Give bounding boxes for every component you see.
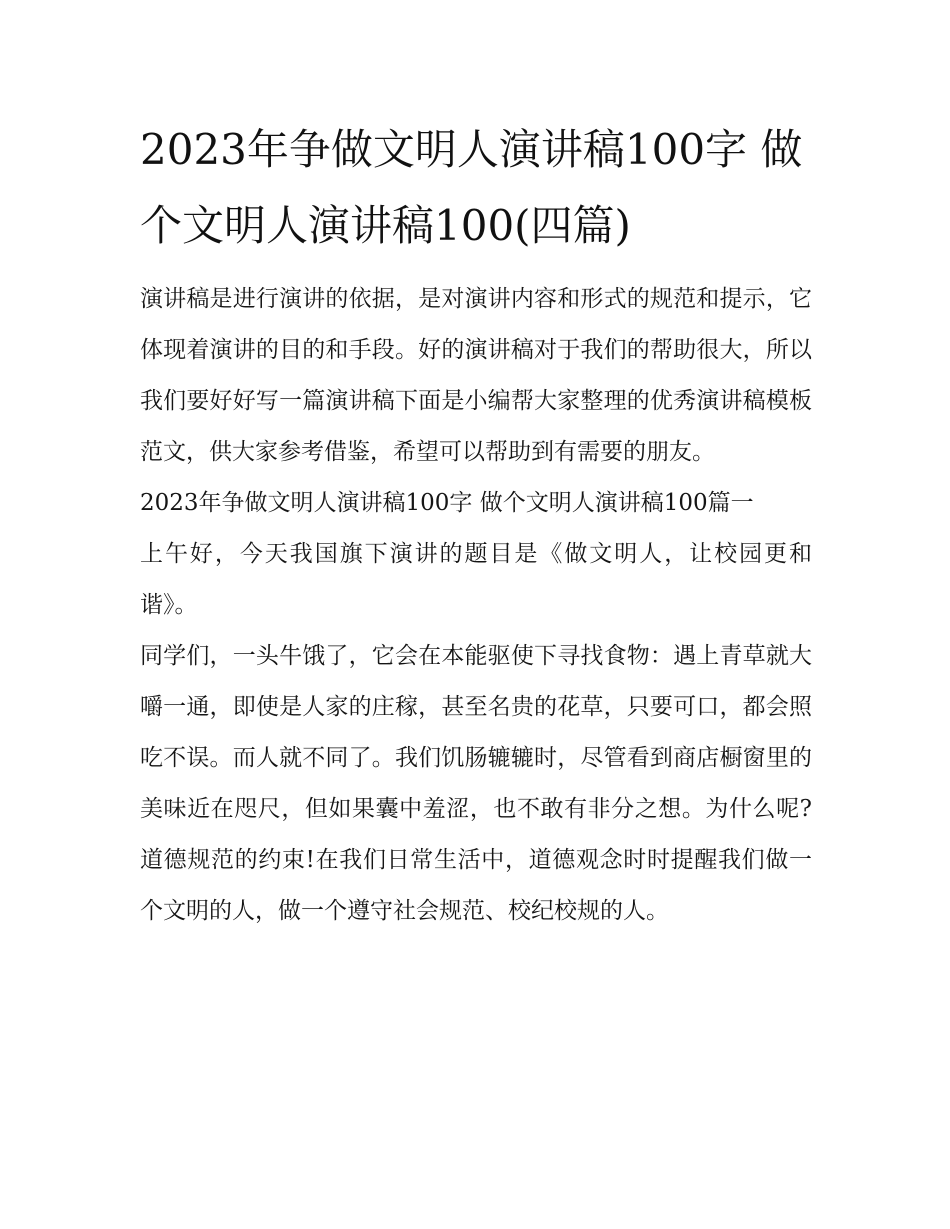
- section-heading: 2023年争做文明人演讲稿100字 做个文明人演讲稿100篇一: [140, 490, 754, 516]
- document-title: 2023年争做文明人演讲稿100字 做个文明人演讲稿100(四篇): [140, 125, 803, 250]
- greeting-paragraph: 上午好，今天我国旗下演讲的题目是《做文明人，让校园更和谐》。: [140, 541, 812, 618]
- document-page: [140, 112, 812, 937]
- body-paragraph: 同学们，一头牛饿了，它会在本能驱使下寻找食物：遇上青草就大嚼一通，即使是人家的庄稼，甚至名贵的花草，只要可口，都会照吃不误。而人就不同了。我们饥肠辘辘时，尽管看到商店橱窗里的美味近在咫尺，但如果囊中羞涩，也不敢有非分之想。为什么呢?道德规范的约束!在我们日常生活中，道德观念时时提醒我们做一个文明的人，做一个遵守社会规范、校纪校规的人。: [140, 643, 812, 924]
- intro-paragraph: 演讲稿是进行演讲的依据，是对演讲内容和形式的规范和提示，它体现着演讲的目的和手段。好的演讲稿对于我们的帮助很大，所以我们要好好写一篇演讲稿下面是小编帮大家整理的优秀演讲稿模板范文，供大家参考借鉴，希望可以帮助到有需要的朋友。: [140, 286, 812, 465]
